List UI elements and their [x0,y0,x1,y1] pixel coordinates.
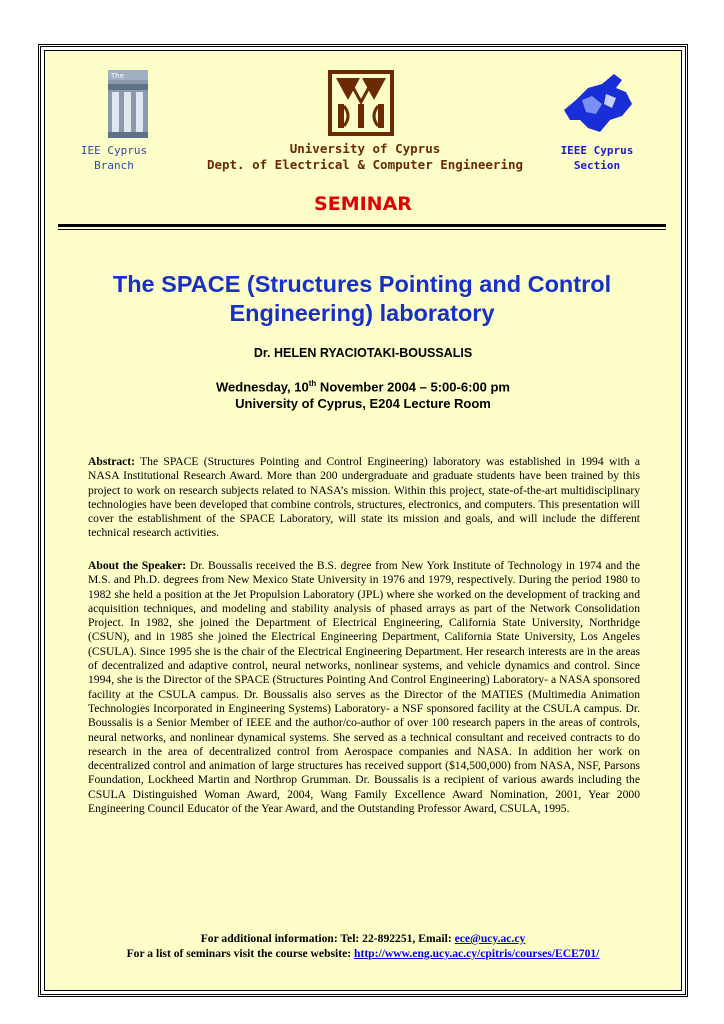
date-line [44,375,682,395]
iee-logo-text: The [111,72,125,80]
about-speaker-paragraph [88,559,640,816]
abstract-paragraph [88,455,640,541]
footer-website-line [44,946,682,961]
iee-caption-line2: Branch [94,159,134,172]
about-text: Dr. Boussalis received the B.S. degree from New York Institute of Technology in 1974 and the M.S. and Ph.D. degrees from New Mexico State University in 1976 and 1979, respectively. During the period 1980 to 1982 she held a position at the Jet Propulsion Laboratory (JPL) where she worked on the development of tracking and acquisition techniques, and modeling and stability analysis of phased arrays as part of the Network Consolidation Project. In 1982, she joined the Department of Electrical Engineering, California State University, Northridge (CSUN), and in 1985 she joined the Electrical Engineering Department, California State University, Los Angeles (CSULA). Since 1995 she is the chair of the Electrical Engineering Department. Her research interests are in the areas of decentralized and adaptive control, neural networks, nonlinear systems, and vehicle dynamics and control. Since 1994, she is the Director of the SPACE (Structures Pointing And Control Engineering) Laboratory- a NASA sponsored facility at the CSULA campus. Dr. Boussalis also serves as the Director of the MATIES (Multimedia Animation Technologies Incorporated in Engineering Systems) Laboratory- a NSF sponsored facility at the CSULA campus. Dr. Boussalis is a Senior Member of IEEE and the author/co-author of over 100 research papers in the areas of controls, neural networks, and nonlinear dynamical systems. She served as a technical consultant and received contracts to do research in the area of decentralized control from Aerospace companies and NASA. In addition her work on decentralized control and animation of large structures has received support ($14,500,000) from NASA, NSF, Parsons Foundation, Lockheed Martin and Northrop Grumman. Dr. Boussalis is a recipient of various awards including the CSULA Distinguished Woman Award, 2004, Wang Family Excellence Award Nomination, 2001, Year 2000 Engineering Council Educator of the Year Award, and the Outstanding Professor Award, CSULA, 1995. [88,559,640,816]
footer-website-label: For a list of seminars visit the course website: [126,947,355,960]
about-label: About the Speaker: [88,559,187,572]
date-rest: November 2004 – 5:00-6:00 pm [316,379,510,395]
ieee-cyprus-section-caption [552,143,642,173]
heading-rule-thin [58,229,666,230]
university-header [180,141,550,173]
event-type-heading: SEMINAR [314,193,412,215]
iee-logo [108,70,148,138]
footer-info-line [44,931,682,946]
abstract-label: Abstract: [88,455,136,468]
date-ordinal: th [308,379,317,388]
university-name: University of Cyprus [289,141,441,156]
seminar-title: The SPACE (Structures Pointing and Control Engineering) laboratory [112,271,612,326]
department-name: Dept. of Electrical & Computer Engineering [206,157,524,172]
iee-caption-line1: IEE Cyprus [80,144,148,157]
ieee-caption-line1: IEEE Cyprus [560,144,634,157]
iee-cyprus-branch-caption [66,143,162,173]
footer-info-label: For additional information: Tel: 22-892251, Email: [200,932,455,945]
course-website-link[interactable]: http://www.eng.ucy.ac.cy/cpitris/courses/ECE701/ [354,947,600,960]
heading-rule-thick [58,224,666,227]
email-link[interactable]: ece@ucy.ac.cy [454,932,526,945]
ieee-caption-line2: Section [573,159,621,172]
date-day: Wednesday, 10 [216,379,309,395]
ieee-cyprus-logo [562,70,634,136]
venue-line: University of Cyprus, E204 Lecture Room [235,396,491,412]
footer [44,931,682,961]
speaker-name: Dr. HELEN RYACIOTAKI-BOUSSALIS [253,346,473,360]
ucy-logo [328,70,394,136]
date-venue [44,375,682,412]
abstract-text: The SPACE (Structures Pointing and Control Engineering) laboratory was established in 1994 with a NASA Institutional Research Award. More than 200 undergraduate and graduate students have been trained by this project to work on research subjects related to NASA’s mission. Within this project, state-of-the-art multidisciplinary technologies have been developed that combine controls, structures, electronics, and computers. This presentation will cover the establishment of the SPACE Laboratory, will state its mission and goals, and will include the different technical research activities. [88,455,640,540]
